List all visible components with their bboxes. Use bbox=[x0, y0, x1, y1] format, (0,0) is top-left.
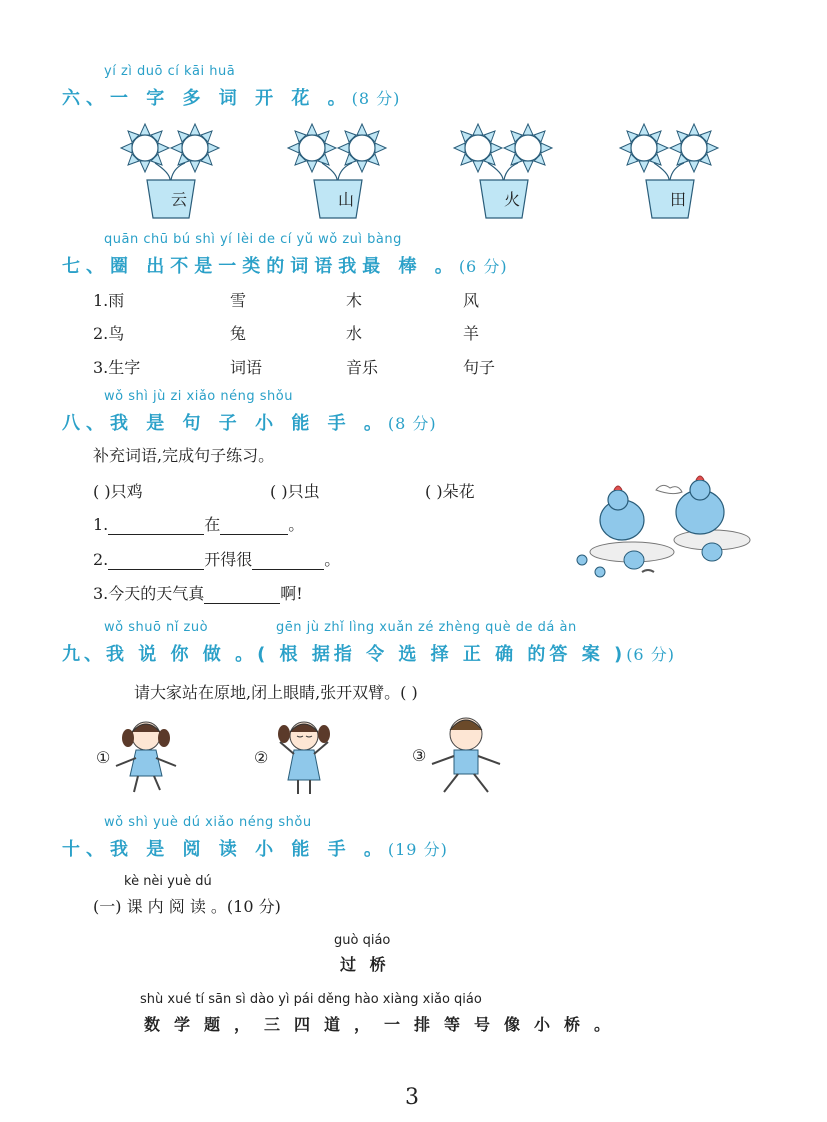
section7-heading bbox=[62, 252, 508, 278]
sentence-line-1 bbox=[93, 512, 304, 535]
option-1-label[interactable]: ① bbox=[96, 748, 111, 767]
subsection-title: (一) 课 内 阅 读 。 bbox=[93, 897, 227, 916]
option-3-label[interactable]: ③ bbox=[412, 746, 427, 765]
section7-title: 七、圈 出不是一类的词语我最 棒 。 bbox=[62, 256, 459, 277]
line3-blank[interactable] bbox=[204, 587, 280, 604]
line1-end: 。 bbox=[288, 515, 305, 534]
line2-end: 。 bbox=[324, 550, 341, 569]
row1-col1: 1.雨 bbox=[93, 291, 125, 310]
section9-question: 请大家站在原地,闭上眼睛,张开双臂。( ) bbox=[134, 683, 418, 702]
section10-heading bbox=[62, 835, 448, 861]
row1-col4: 风 bbox=[463, 291, 480, 310]
section6-pinyin: yí zì duō cí kāi huā bbox=[104, 64, 236, 79]
row3-col4: 句子 bbox=[463, 358, 496, 377]
sentence-line-2 bbox=[93, 547, 340, 570]
row2-col2: 兔 bbox=[230, 324, 247, 343]
section9-score: (6 分) bbox=[626, 645, 675, 664]
pot-char-4: 田 bbox=[670, 190, 687, 209]
poem-line: 数学题，三四道，一排等号像小桥。 bbox=[144, 1015, 625, 1034]
subsection-score: (10 分) bbox=[226, 897, 281, 916]
line2-blank-a[interactable] bbox=[108, 553, 204, 570]
section7-pinyin: quān chū bú shì yí lèi de cí yǔ wǒ zuì bàng bbox=[104, 232, 402, 247]
pot-char-1: 云 bbox=[171, 190, 188, 209]
section9-heading bbox=[62, 640, 675, 666]
section8-instruction: 补充词语,完成句子练习。 bbox=[93, 446, 275, 465]
poem-title: 过 桥 bbox=[340, 955, 390, 974]
line2-prefix: 2. bbox=[93, 550, 109, 569]
section9-title: 九、我 说 你 做 。( 根 据指 令 选 择 正 确 的答 案 ) bbox=[62, 644, 627, 665]
option-2-label[interactable]: ② bbox=[254, 748, 269, 767]
girl-kneeling-illustration bbox=[110, 714, 182, 798]
section8-score: (8 分) bbox=[387, 414, 437, 433]
girl-eyes-closed-illustration bbox=[268, 714, 340, 798]
row3-col3: 音乐 bbox=[346, 358, 379, 377]
chickens-illustration bbox=[572, 474, 754, 584]
pot-char-2: 山 bbox=[338, 190, 355, 209]
sentence-line-3 bbox=[93, 581, 303, 604]
row1-col2: 雪 bbox=[230, 291, 247, 310]
fill-item-bug[interactable]: ( )只虫 bbox=[270, 482, 320, 501]
poem-pinyin: shù xué tí sān sì dào yì pái děng hào xiàng xiǎo qiáo bbox=[140, 992, 482, 1007]
pot-char-3: 火 bbox=[504, 190, 521, 209]
section7-score: (6 分) bbox=[458, 257, 508, 276]
section8-heading bbox=[62, 409, 437, 435]
section10-title: 十、我 是 阅 读 小 能 手 。 bbox=[62, 839, 388, 860]
boy-arms-open-illustration bbox=[428, 712, 506, 798]
section8-pinyin: wǒ shì jù zi xiǎo néng shǒu bbox=[104, 389, 293, 404]
fill-item-chicken[interactable]: ( )只鸡 bbox=[93, 482, 143, 501]
row2-col1: 2.鸟 bbox=[93, 324, 125, 343]
line3-prefix: 3.今天的天气真 bbox=[93, 584, 205, 603]
section10-pinyin: wǒ shì yuè dú xiǎo néng shǒu bbox=[104, 815, 312, 830]
row2-col4: 羊 bbox=[463, 324, 480, 343]
fill-item-flower[interactable]: ( )朵花 bbox=[425, 482, 475, 501]
row3-col2: 词语 bbox=[230, 358, 263, 377]
line1-blank-b[interactable] bbox=[220, 518, 288, 535]
subsection-pinyin: kè nèi yuè dú bbox=[124, 874, 212, 889]
page-number: 3 bbox=[405, 1085, 419, 1110]
section6-title: 六、一 字 多 词 开 花 。 bbox=[62, 88, 352, 109]
section10-score: (19 分) bbox=[387, 840, 448, 859]
row3-col1: 3.生字 bbox=[93, 358, 141, 377]
line1-mid: 在 bbox=[204, 515, 221, 534]
line1-prefix: 1. bbox=[93, 515, 109, 534]
row2-col3: 水 bbox=[346, 324, 363, 343]
line1-blank-a[interactable] bbox=[108, 518, 204, 535]
section9-pinyin-left: wǒ shuō nǐ zuò bbox=[104, 620, 209, 635]
line3-end: 啊! bbox=[280, 584, 303, 603]
section8-title: 八、我 是 句 子 小 能 手 。 bbox=[62, 413, 388, 434]
row1-col3: 木 bbox=[346, 291, 363, 310]
subsection-heading bbox=[93, 894, 281, 917]
poem-title-pinyin: guò qiáo bbox=[334, 933, 391, 948]
section6-score: (8 分) bbox=[351, 89, 401, 108]
line2-mid: 开得很 bbox=[204, 550, 253, 569]
line2-blank-b[interactable] bbox=[252, 553, 324, 570]
section9-pinyin-right: gēn jù zhǐ lìng xuǎn zé zhèng què de dá àn bbox=[276, 620, 577, 635]
